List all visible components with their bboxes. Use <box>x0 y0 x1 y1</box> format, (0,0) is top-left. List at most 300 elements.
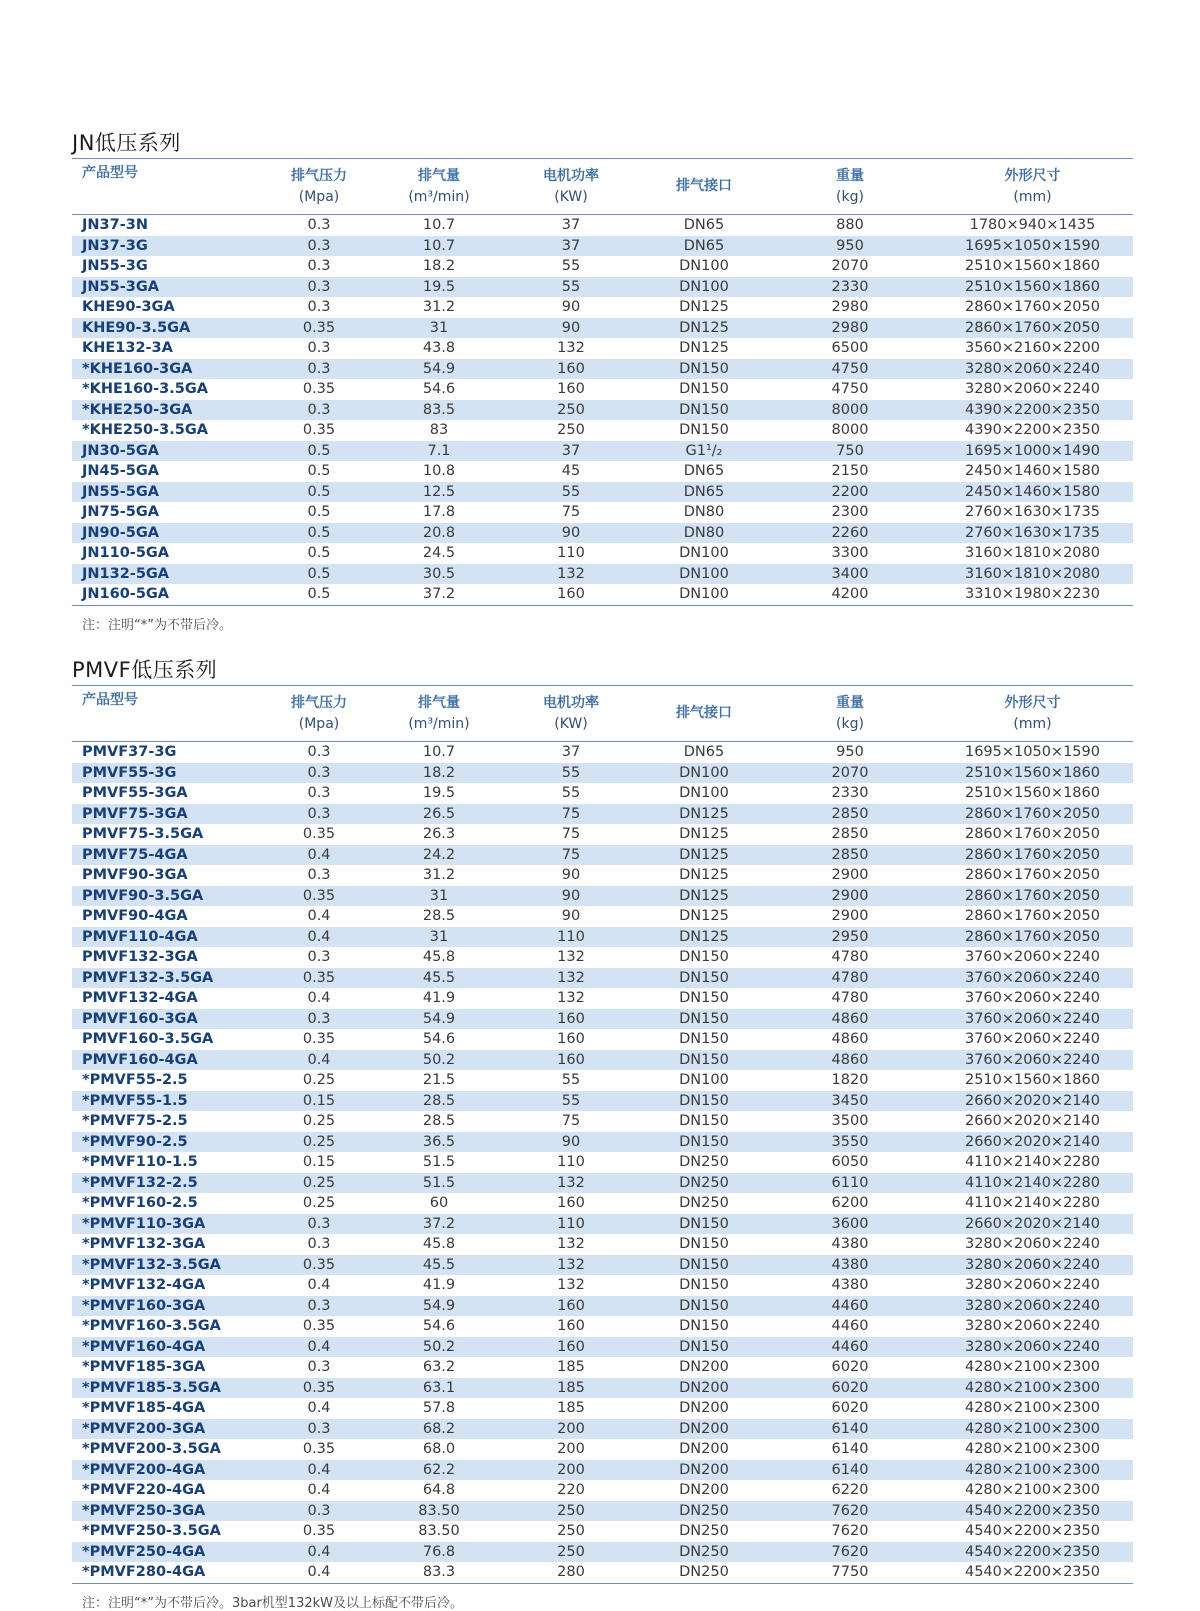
table-cell: 55 <box>561 1072 581 1088</box>
table-cell: 64.8 <box>422 1482 456 1498</box>
table-cell: 160 <box>502 584 640 605</box>
table-row <box>72 1152 1133 1173</box>
table-cell: 3280×2060×2240 <box>964 1318 1100 1334</box>
table-cell: 6140 <box>768 1419 932 1440</box>
column-header-label: 排气压力 <box>291 167 347 184</box>
table-cell: 0.5 <box>307 545 331 561</box>
table-cell: 2980 <box>768 318 932 339</box>
table-row <box>72 1009 1133 1030</box>
table-cell: DN100 <box>640 277 768 298</box>
table-cell: 4280×2100×2300 <box>964 1359 1100 1375</box>
table-cell: 160 <box>502 1009 640 1030</box>
table-cell: 0.3 <box>307 258 331 274</box>
table-cell: 2860×1760×2050 <box>964 867 1100 883</box>
table-cell: 83.5 <box>376 400 502 421</box>
model-cell: JN55-5GA <box>72 482 262 503</box>
table-cell: 3280×2060×2240 <box>932 1255 1133 1276</box>
table-cell: DN150 <box>640 1091 768 1112</box>
table-cell: 45.8 <box>422 949 456 965</box>
section-title: PMVF低压系列 <box>72 658 218 682</box>
table-cell: 3280×2060×2240 <box>932 1337 1133 1358</box>
table-cell: 0.4 <box>262 1562 376 1583</box>
table-cell: 0.35 <box>302 1031 336 1047</box>
table-cell: 10.8 <box>422 463 456 479</box>
model-cell: *PMVF220-4GA <box>82 1482 206 1498</box>
table-row <box>72 968 1133 989</box>
table-cell: 0.25 <box>302 1195 336 1211</box>
column-header-label: 排气接口 <box>676 178 732 194</box>
table-cell: 0.5 <box>307 463 331 479</box>
table-cell: 3280×2060×2240 <box>964 1277 1100 1293</box>
table-cell: DN125 <box>679 299 729 315</box>
table-cell: 2510×1560×1860 <box>964 785 1100 801</box>
column-header-unit: (Mpa) <box>298 715 340 732</box>
table-cell: 55 <box>502 277 640 298</box>
column-header <box>768 686 932 742</box>
table-cell: 75 <box>561 1113 581 1129</box>
table-cell: 1780×940×1435 <box>969 217 1096 233</box>
table-cell: DN200 <box>679 1400 729 1416</box>
model-cell: *PMVF132-3GA <box>82 1236 206 1252</box>
table-cell: 55 <box>502 1091 640 1112</box>
table-cell: 31 <box>376 886 502 907</box>
table-cell: 0.35 <box>262 1378 376 1399</box>
table-cell: 28.5 <box>422 1113 456 1129</box>
table-cell: DN150 <box>679 990 729 1006</box>
table-cell: 3760×2060×2240 <box>964 1031 1100 1047</box>
column-header <box>262 159 376 215</box>
table-cell: 2450×1460×1580 <box>964 463 1100 479</box>
table-cell: 4540×2200×2350 <box>932 1501 1133 1522</box>
table-row <box>72 1480 1133 1501</box>
column-header-unit: (m³/min) <box>408 188 470 205</box>
table-cell: 0.5 <box>262 441 376 462</box>
table-cell: 63.1 <box>376 1378 502 1399</box>
table-cell: 2900 <box>831 908 869 924</box>
table-cell: 75 <box>561 826 581 842</box>
table-row <box>72 1091 1133 1112</box>
footnote: 注：注明“*”为不带后冷。3bar机型132kW及以上标配不带后冷。 <box>82 1595 463 1611</box>
table-cell: 31.2 <box>422 299 456 315</box>
table-cell: 4860 <box>831 1031 869 1047</box>
model-cell: *PMVF185-3GA <box>82 1359 206 1375</box>
table-row <box>72 1275 1133 1296</box>
table-cell: 4540×2200×2350 <box>932 1542 1133 1563</box>
table-cell: 50.2 <box>376 1337 502 1358</box>
table-cell: 2860×1760×2050 <box>932 927 1133 948</box>
column-header-label: 外形尺寸 <box>1004 694 1061 711</box>
model-cell: PMVF160-3.5GA <box>82 1031 214 1047</box>
model-cell: PMVF90-4GA <box>82 908 188 924</box>
table-cell: 19.5 <box>422 785 456 801</box>
table-cell: 0.4 <box>262 1542 376 1563</box>
section-title: JN低压系列 <box>72 131 181 155</box>
table-cell: G1¹/₂ <box>640 441 768 462</box>
table-row <box>72 1029 1133 1050</box>
table-cell: 41.9 <box>422 990 456 1006</box>
table-cell: 4750 <box>768 359 932 380</box>
table-row <box>72 763 1133 784</box>
table-cell: 880 <box>836 217 864 233</box>
table-cell: 54.6 <box>422 381 456 397</box>
table-row <box>72 482 1133 503</box>
table-cell: DN100 <box>640 564 768 585</box>
column-header <box>262 686 376 742</box>
table-row <box>72 564 1133 585</box>
table-cell: 7620 <box>768 1501 932 1522</box>
table-cell: 2850 <box>768 845 932 866</box>
table-cell: 0.35 <box>302 422 336 438</box>
table-cell: 200 <box>557 1441 585 1457</box>
table-cell: 3600 <box>768 1214 932 1235</box>
table-cell: 30.5 <box>376 564 502 585</box>
table-cell: 2860×1760×2050 <box>964 299 1100 315</box>
table-row <box>72 584 1133 605</box>
table-cell: 18.2 <box>422 258 456 274</box>
table-row <box>72 1460 1133 1481</box>
table-row <box>72 236 1133 257</box>
model-cell: JN55-3GA <box>72 277 262 298</box>
model-cell: PMVF132-4GA <box>82 990 198 1006</box>
table-cell: 8000 <box>768 400 932 421</box>
table-cell: 185 <box>557 1359 585 1375</box>
table-cell: 3560×2160×2200 <box>964 340 1100 356</box>
table-cell: DN200 <box>679 1441 729 1457</box>
table-cell: DN150 <box>679 381 729 397</box>
table-cell: DN65 <box>683 463 725 479</box>
table-cell: 0.3 <box>307 1359 331 1375</box>
table-cell: DN125 <box>640 804 768 825</box>
table-cell: 250 <box>557 1523 585 1539</box>
table-cell: DN200 <box>679 1359 729 1375</box>
table-cell: 57.8 <box>422 1400 456 1416</box>
table-cell: 110 <box>557 1154 585 1170</box>
table-row <box>72 277 1133 298</box>
column-header-unit: (kg) <box>836 188 864 205</box>
table-cell: 132 <box>502 1255 640 1276</box>
model-cell: JN55-3G <box>82 258 148 274</box>
table-cell: 3280×2060×2240 <box>964 1236 1100 1252</box>
table-row <box>72 845 1133 866</box>
table-cell: 18.2 <box>376 763 502 784</box>
column-header <box>768 159 932 215</box>
table-cell: 0.3 <box>262 804 376 825</box>
table-cell: 0.3 <box>262 1214 376 1235</box>
column-header <box>640 686 768 742</box>
table-cell: 4780 <box>831 990 869 1006</box>
table-cell: 2330 <box>831 785 869 801</box>
model-cell: *PMVF250-3GA <box>72 1501 262 1522</box>
table-cell: 0.3 <box>307 744 331 760</box>
table-cell: 0.3 <box>307 299 331 315</box>
table-cell: 3400 <box>768 564 932 585</box>
table-row <box>72 400 1133 421</box>
table-row <box>72 1050 1133 1071</box>
table-cell: 2860×1760×2050 <box>932 886 1133 907</box>
table-cell: DN100 <box>679 258 729 274</box>
table-cell: 4390×2200×2350 <box>932 400 1133 421</box>
table-cell: 3160×1810×2080 <box>964 545 1100 561</box>
table-row <box>72 1521 1133 1542</box>
model-cell: *PMVF250-3.5GA <box>82 1523 221 1539</box>
column-header-label: 电机功率 <box>543 694 599 711</box>
model-cell: *PMVF200-3.5GA <box>82 1441 221 1457</box>
table-cell: 2860×1760×2050 <box>964 826 1100 842</box>
table-cell: 8000 <box>831 422 869 438</box>
model-cell: JN132-5GA <box>72 564 262 585</box>
table-row <box>72 906 1133 927</box>
table-row <box>72 947 1133 968</box>
table-cell: 0.25 <box>262 1132 376 1153</box>
column-header <box>932 686 1133 742</box>
table-row <box>72 359 1133 380</box>
table-row <box>72 461 1133 482</box>
table-cell: DN150 <box>640 968 768 989</box>
table-header <box>72 686 1133 742</box>
table-cell: DN125 <box>640 845 768 866</box>
table-cell: 250 <box>557 422 585 438</box>
table-cell: 4380 <box>768 1255 932 1276</box>
table-cell: 54.6 <box>422 1031 456 1047</box>
table-cell: 37.2 <box>376 1214 502 1235</box>
table-cell: 2510×1560×1860 <box>932 763 1133 784</box>
table-cell: 0.15 <box>302 1154 336 1170</box>
table-cell: 60 <box>429 1195 449 1211</box>
model-cell: *PMVF200-4GA <box>72 1460 262 1481</box>
table-cell: 55 <box>502 482 640 503</box>
model-cell: PMVF75-4GA <box>72 845 262 866</box>
table-cell: 19.5 <box>376 277 502 298</box>
table-cell: 280 <box>502 1562 640 1583</box>
table-cell: 0.4 <box>307 1277 331 1293</box>
column-header <box>72 159 262 215</box>
table-cell: 200 <box>502 1419 640 1440</box>
table-cell: 132 <box>502 968 640 989</box>
table-cell: 0.5 <box>262 523 376 544</box>
table-cell: 2200 <box>768 482 932 503</box>
table-cell: 132 <box>557 949 585 965</box>
table-cell: 37 <box>502 441 640 462</box>
table-row <box>72 1501 1133 1522</box>
table-row <box>72 865 1133 886</box>
table-cell: 160 <box>557 1318 585 1334</box>
table-cell: 132 <box>502 1173 640 1194</box>
table-cell: 55 <box>561 258 581 274</box>
table-cell: DN125 <box>679 340 729 356</box>
table-cell: 3300 <box>831 545 869 561</box>
table-row <box>72 502 1133 523</box>
table-cell: 51.5 <box>422 1154 456 1170</box>
table-cell: 0.4 <box>262 845 376 866</box>
table-cell: 68.2 <box>376 1419 502 1440</box>
table-cell: 185 <box>502 1378 640 1399</box>
model-cell: *PMVF250-4GA <box>72 1542 262 1563</box>
model-cell: *KHE160-3GA <box>72 359 262 380</box>
model-cell: *KHE250-3GA <box>72 400 262 421</box>
table-cell: 2860×1760×2050 <box>932 845 1133 866</box>
table-cell: DN125 <box>679 908 729 924</box>
table-row <box>72 1214 1133 1235</box>
model-cell: PMVF75-3GA <box>72 804 262 825</box>
table-row <box>72 1070 1133 1091</box>
table-cell: 90 <box>502 523 640 544</box>
table-cell: 6020 <box>831 1359 869 1375</box>
table-cell: 3760×2060×2240 <box>964 949 1100 965</box>
table-cell: DN250 <box>640 1173 768 1194</box>
table-cell: DN250 <box>640 1501 768 1522</box>
table-row <box>72 1296 1133 1317</box>
table-cell: 36.5 <box>376 1132 502 1153</box>
table-cell: 132 <box>557 990 585 1006</box>
table-row <box>72 1255 1133 1276</box>
table-cell: 0.3 <box>262 763 376 784</box>
table-cell: 2850 <box>831 826 869 842</box>
column-header-unit: (mm) <box>1013 715 1052 732</box>
table-cell: 160 <box>502 1337 640 1358</box>
table-row <box>72 441 1133 462</box>
table-cell: DN200 <box>679 1482 729 1498</box>
table-cell: DN150 <box>679 1277 729 1293</box>
model-cell: *PMVF160-3GA <box>72 1296 262 1317</box>
table-cell: 6020 <box>831 1400 869 1416</box>
model-cell: *PMVF132-2.5 <box>72 1173 262 1194</box>
pmvf-section <box>72 655 1133 1611</box>
model-cell: *PMVF132-3.5GA <box>72 1255 262 1276</box>
table-cell: 26.5 <box>376 804 502 825</box>
table-cell: 83.50 <box>418 1523 460 1539</box>
table-cell: 2760×1630×1735 <box>932 523 1133 544</box>
column-header-label: 电机功率 <box>543 167 599 184</box>
table-cell: 37.2 <box>376 584 502 605</box>
table-cell: 0.5 <box>262 584 376 605</box>
table-cell: 4380 <box>831 1277 869 1293</box>
table-cell: 185 <box>557 1400 585 1416</box>
model-cell: *PMVF200-3GA <box>72 1419 262 1440</box>
table-cell: 20.8 <box>376 523 502 544</box>
table-cell: 4280×2100×2300 <box>932 1419 1133 1440</box>
table-cell: 0.3 <box>307 867 331 883</box>
table-cell: 2510×1560×1860 <box>964 258 1100 274</box>
table-cell: 3280×2060×2240 <box>932 1296 1133 1317</box>
table-header <box>72 159 1133 215</box>
table-row <box>72 256 1133 277</box>
table-cell: 0.4 <box>262 927 376 948</box>
table-cell: 0.15 <box>262 1091 376 1112</box>
table-cell: DN125 <box>640 886 768 907</box>
model-cell: *PMVF160-4GA <box>72 1337 262 1358</box>
table-cell: 4280×2100×2300 <box>964 1441 1100 1457</box>
table-cell: DN100 <box>679 785 729 801</box>
table-row <box>72 1439 1133 1460</box>
table-cell: 2450×1460×1580 <box>932 482 1133 503</box>
model-cell: JN75-5GA <box>82 504 159 520</box>
table-row <box>72 1173 1133 1194</box>
table-cell: 0.25 <box>302 1113 336 1129</box>
table-cell: 6140 <box>831 1441 869 1457</box>
table-cell: DN250 <box>679 1523 729 1539</box>
table-row <box>72 927 1133 948</box>
table-row <box>72 1337 1133 1358</box>
jn-section <box>72 128 1133 633</box>
table-cell: DN150 <box>640 1050 768 1071</box>
column-header-unit: (m³/min) <box>408 715 470 732</box>
table-cell: 3280×2060×2240 <box>964 381 1100 397</box>
table-cell: 31.2 <box>422 867 456 883</box>
table-cell: 4860 <box>768 1050 932 1071</box>
table-cell: 90 <box>502 1132 640 1153</box>
table-cell: 4110×2140×2280 <box>932 1173 1133 1194</box>
table-cell: 750 <box>768 441 932 462</box>
table-cell: 90 <box>502 318 640 339</box>
table-cell: 4280×2100×2300 <box>932 1378 1133 1399</box>
table-cell: 0.35 <box>262 968 376 989</box>
table-cell: 3550 <box>768 1132 932 1153</box>
table-cell: 4540×2200×2350 <box>932 1562 1133 1583</box>
table-cell: 1695×1050×1590 <box>932 236 1133 257</box>
table-cell: DN150 <box>640 1337 768 1358</box>
table-row <box>72 1357 1133 1378</box>
table-cell: 3760×2060×2240 <box>932 968 1133 989</box>
table-cell: DN150 <box>679 422 729 438</box>
table-body <box>72 215 1133 606</box>
column-header <box>376 159 502 215</box>
model-cell: PMVF37-3G <box>82 744 177 760</box>
model-cell: PMVF55-3GA <box>82 785 188 801</box>
table-cell: 0.3 <box>307 1236 331 1252</box>
table-cell: 0.5 <box>307 504 331 520</box>
table-cell: 62.2 <box>376 1460 502 1481</box>
table-cell: 2070 <box>768 763 932 784</box>
table-cell: 75 <box>502 804 640 825</box>
table-cell: DN150 <box>640 1296 768 1317</box>
table-cell: 12.5 <box>376 482 502 503</box>
table-cell: DN150 <box>640 1214 768 1235</box>
column-header-unit: (mm) <box>1013 188 1052 205</box>
table-cell: 3280×2060×2240 <box>932 359 1133 380</box>
table-cell: DN100 <box>640 763 768 784</box>
model-cell: PMVF132-3GA <box>82 949 198 965</box>
table-cell: 1820 <box>831 1072 869 1088</box>
table-row <box>72 804 1133 825</box>
table-row <box>72 988 1133 1009</box>
table-cell: 2660×2020×2140 <box>964 1113 1100 1129</box>
model-cell: JN90-5GA <box>72 523 262 544</box>
table-cell: 2300 <box>831 504 869 520</box>
table-cell: 4110×2140×2280 <box>964 1154 1100 1170</box>
table-row <box>72 297 1133 318</box>
table-cell: 160 <box>557 1195 585 1211</box>
table-cell: 4780 <box>768 968 932 989</box>
column-header-label: 排气压力 <box>291 694 347 711</box>
table-cell: 63.2 <box>422 1359 456 1375</box>
table-cell: 28.5 <box>376 1091 502 1112</box>
spec-table-jn <box>72 158 1133 606</box>
table-cell: 0.4 <box>307 908 331 924</box>
table-cell: 41.9 <box>422 1277 456 1293</box>
table-row <box>72 1111 1133 1132</box>
table-row <box>72 379 1133 400</box>
model-cell: PMVF132-3.5GA <box>72 968 262 989</box>
column-header-unit: (kg) <box>836 715 864 732</box>
table-cell: DN100 <box>640 584 768 605</box>
table-cell: 4460 <box>768 1296 932 1317</box>
table-cell: 4460 <box>831 1318 869 1334</box>
table-cell: 4750 <box>831 381 869 397</box>
model-cell: PMVF55-3G <box>72 763 262 784</box>
table-cell: 110 <box>502 927 640 948</box>
table-cell: DN150 <box>640 1132 768 1153</box>
table-cell: DN150 <box>640 400 768 421</box>
